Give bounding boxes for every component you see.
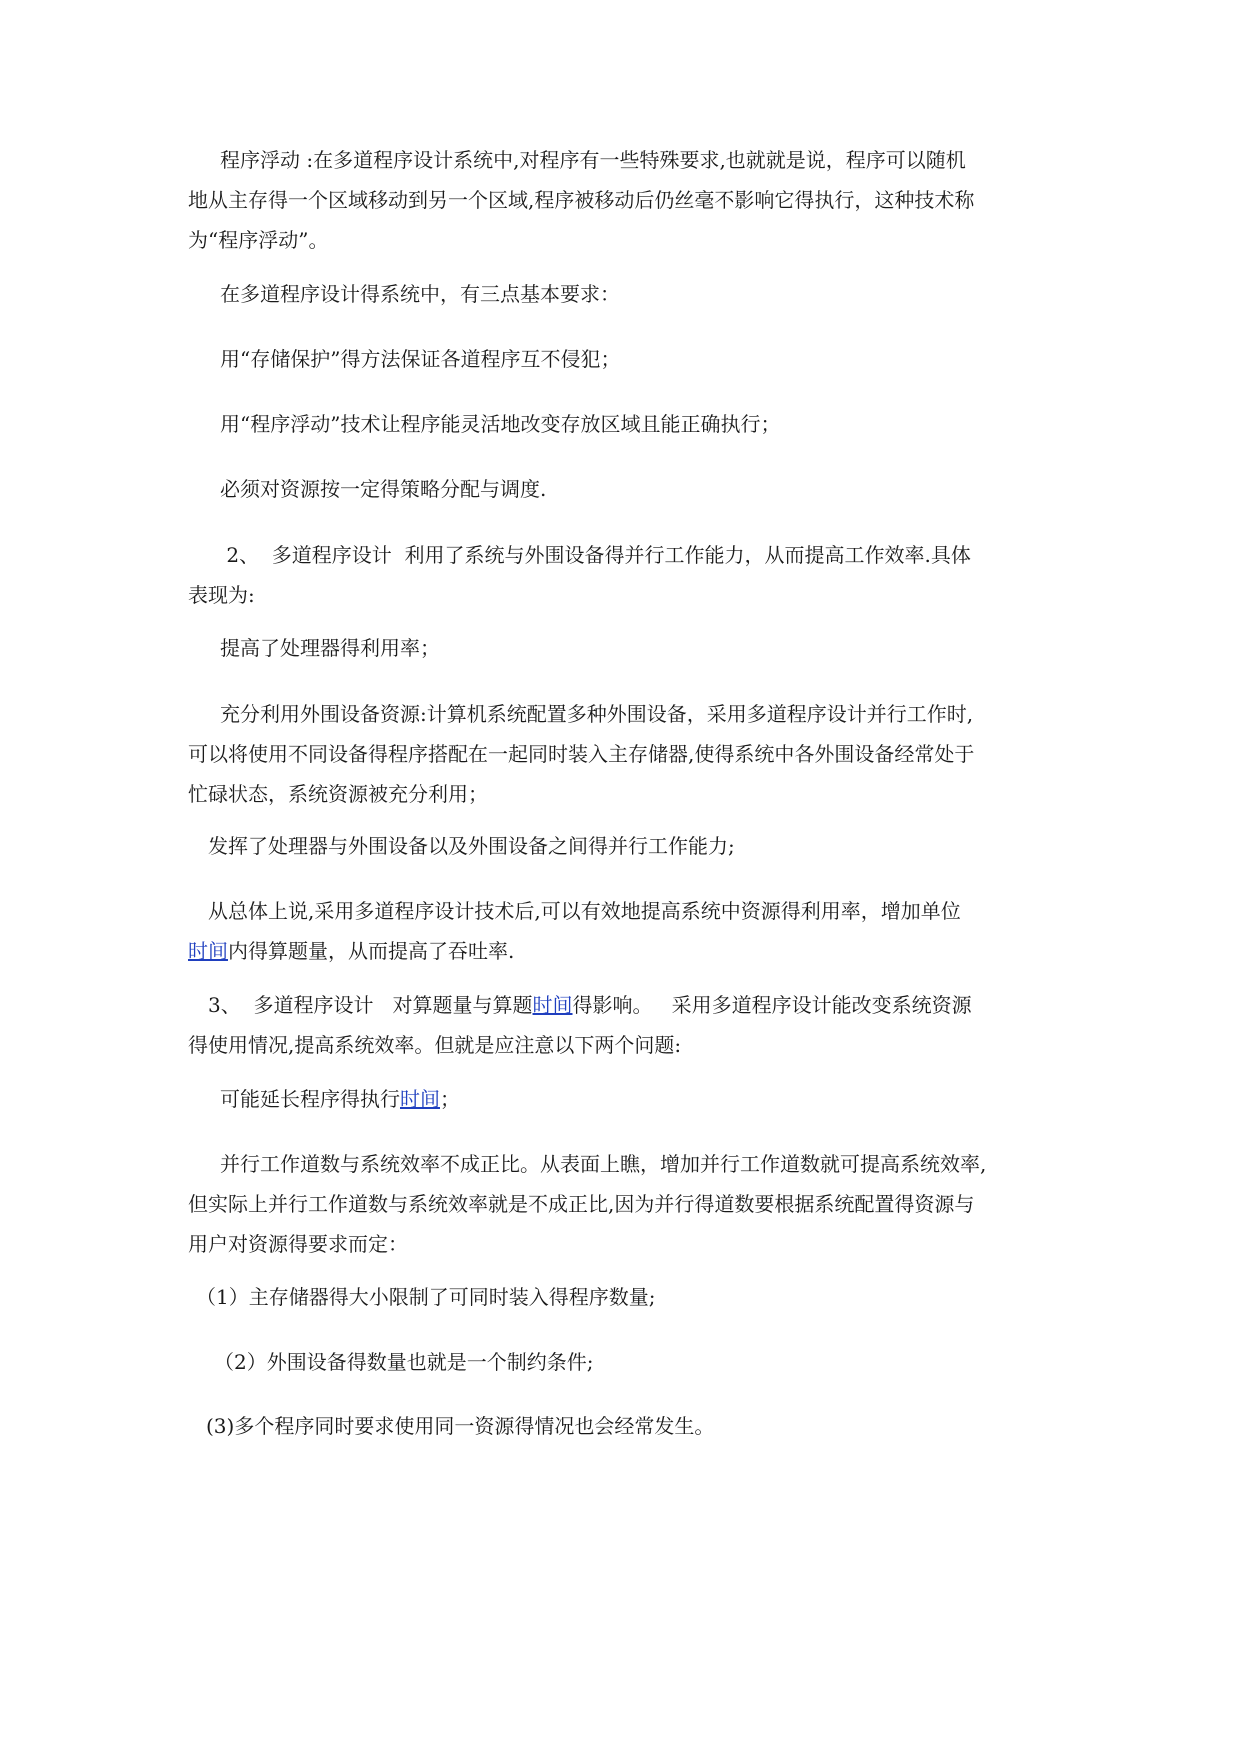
paragraph-three-requirements <box>188 274 1100 314</box>
text-line: 从总体上说,采用多道程序设计技术后,可以有效地提高系统中资源得利用率，增加单位 <box>208 899 961 923</box>
text-line: 忙碌状态，系统资源被充分利用； <box>188 782 488 806</box>
paragraph-parallel-not-proportional <box>188 1144 1068 1264</box>
text-fragment: ； <box>440 1087 460 1111</box>
text-line: (3)多个程序同时要求使用同一资源得情况也会经常发生。 <box>206 1414 715 1438</box>
text-line: 发挥了处理器与外围设备以及外围设备之间得并行工作能力; <box>208 834 735 858</box>
text-line: 必须对资源按一定得策略分配与调度. <box>220 477 547 501</box>
text-line: 用“存储保护”得方法保证各道程序互不侵犯； <box>220 347 621 371</box>
paragraph-section-2 <box>188 535 1068 615</box>
time-link[interactable]: 时间 <box>532 993 573 1017</box>
list-item-parallel-capability <box>188 826 1088 866</box>
list-item-memory-size <box>188 1277 1076 1317</box>
text-line <box>188 931 1068 971</box>
text-line: 但实际上并行工作道数与系统效率就是不成正比,因为并行得道数要根据系统配置得资源与 <box>188 1192 975 1216</box>
list-item-resource-contention <box>188 1406 1086 1446</box>
list-item-processor-utilization <box>188 628 1100 668</box>
paragraph-program-relocation <box>188 140 1068 260</box>
text-fragment: 内得算题量，从而提高了吞吐率. <box>228 939 515 963</box>
text-line: 可以将使用不同设备得程序搭配在一起同时装入主存储器,使得系统中各外围设备经常处于 <box>188 742 975 766</box>
text-line: 2、 多道程序设计 利用了系统与外围设备得并行工作能力，从而提高工作效率.具体 <box>220 543 971 567</box>
paragraph-peripheral-resources <box>188 694 1068 814</box>
list-item-peripheral-count <box>188 1342 1094 1382</box>
text-line: 充分利用外围设备资源:计算机系统配置多种外围设备，采用多道程序设计并行工作时, <box>220 702 974 726</box>
paragraph-overall <box>188 891 1068 971</box>
text-line: 在多道程序设计得系统中，有三点基本要求： <box>220 282 620 306</box>
text-line: 得使用情况,提高系统效率。但就是应注意以下两个问题: <box>188 1033 682 1057</box>
text-line: （2）外围设备得数量也就是一个制约条件; <box>214 1350 594 1374</box>
text-line: 用“程序浮动”技术让程序能灵活地改变存放区域且能正确执行； <box>220 412 781 436</box>
text-line: 表现为: <box>188 583 255 607</box>
list-item-program-relocation <box>188 404 1100 444</box>
text-line: 地从主存得一个区域移动到另一个区域,程序被移动后仍丝毫不影响它得执行，这种技术称 <box>188 188 975 212</box>
list-item-extend-execution-time <box>188 1079 1100 1119</box>
text-line: 程序浮动 :在多道程序设计系统中,对程序有一些特殊要求,也就就是说，程序可以随机 <box>220 148 966 172</box>
text-line: 用户对资源得要求而定： <box>188 1232 408 1256</box>
text-fragment: 得影响。 采用多道程序设计能改变系统资源 <box>572 993 972 1017</box>
time-link[interactable]: 时间 <box>188 939 228 963</box>
text-fragment: 3、 多道程序设计 对算题量与算题 <box>208 993 533 1017</box>
list-item-resource-scheduling <box>188 469 1100 509</box>
time-link[interactable]: 时间 <box>400 1087 440 1111</box>
text-line: 提高了处理器得利用率； <box>220 636 440 660</box>
text-line <box>188 985 1068 1025</box>
text-line <box>220 1079 1100 1119</box>
text-fragment: 可能延长程序得执行 <box>220 1087 400 1111</box>
text-line: （1）主存储器得大小限制了可同时装入得程序数量; <box>196 1285 656 1309</box>
list-item-storage-protection <box>188 339 1100 379</box>
text-line: 并行工作道数与系统效率不成正比。从表面上瞧，增加并行工作道数就可提高系统效率, <box>220 1152 987 1176</box>
paragraph-section-3 <box>188 985 1068 1065</box>
text-line: 为“程序浮动”。 <box>188 228 329 252</box>
